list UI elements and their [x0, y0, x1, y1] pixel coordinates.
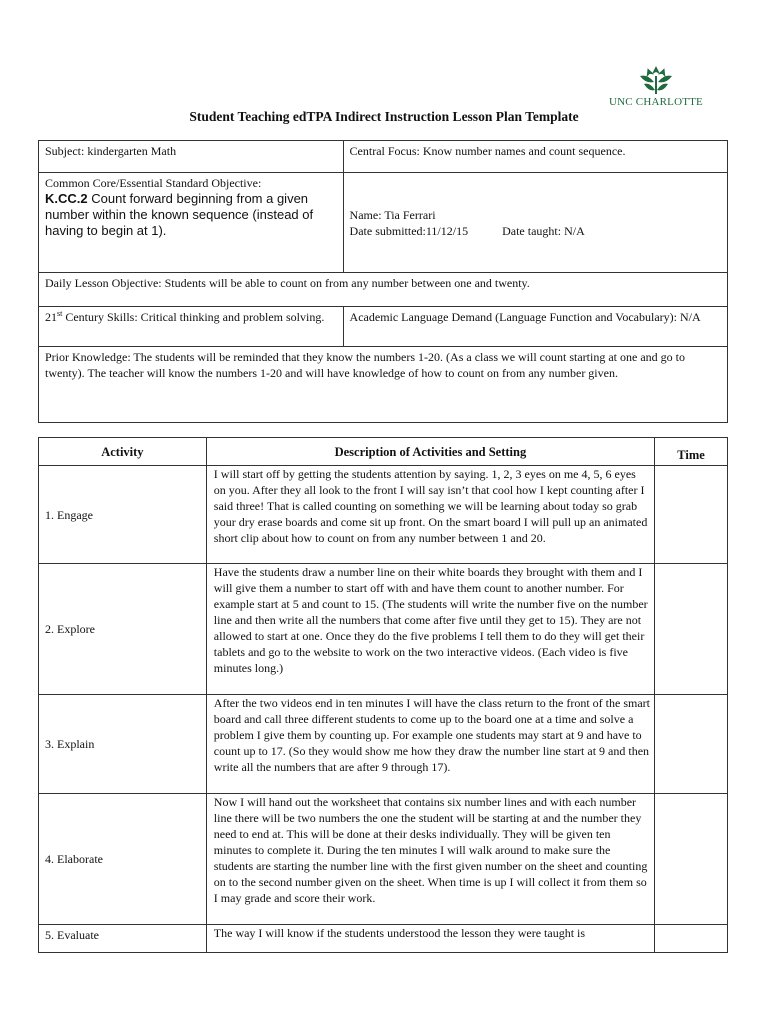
description-evaluate: The way I will know if the students understood the lesson they were taught is — [206, 925, 654, 953]
prior-knowledge-row — [39, 347, 728, 423]
time-explore — [655, 564, 728, 695]
table-row — [39, 925, 728, 953]
objective-text — [45, 191, 337, 239]
time-evaluate — [655, 925, 728, 953]
activity-evaluate: 5. Evaluate — [39, 925, 207, 953]
description-explain: After the two videos end in ten minutes I will have the class return to the front of the smart board and call three different students to come up to the board one at a time and solve a problem I give them by counting up. For example one students may start at 9 and have to count up to 17. (So they would show me how they draw the number line start at 9 and then write all the numbers that are after 9 through 17). — [206, 695, 654, 794]
time-explain — [655, 695, 728, 794]
activity-explain: 3. Explain — [39, 695, 207, 794]
crown-logo-icon — [604, 62, 708, 96]
skills-text: Century Skills: Critical thinking and problem solving. — [62, 310, 325, 324]
dates-line — [350, 223, 721, 239]
table-row — [39, 564, 728, 695]
table-row — [39, 794, 728, 925]
description-engage: I will start off by getting the students attention by saying. 1, 2, 3 eyes on me 4, 5, 6 eyes on you. After they all look to the front I will say isn’t that cool how I kept counting after I said three! That is called counting on something we will be learning about today so grab your dry erase boards and come sit up front. On the smart board I will pull up an animated short clip about how to count on from any number between 1 and 20. — [206, 466, 654, 564]
activity-engage: 1. Engage — [39, 466, 207, 564]
table-row — [39, 466, 728, 564]
date-taught: Date taught: N/A — [502, 223, 585, 238]
objective-code: K.CC.2 — [45, 191, 88, 206]
activity-elaborate: 4. Elaborate — [39, 794, 207, 925]
date-submitted: Date submitted:11/12/15 — [349, 223, 469, 238]
logo-wordmark: UNC CHARLOTTE — [609, 96, 703, 108]
table-row — [39, 695, 728, 794]
daily-objective-cell: Daily Lesson Objective: Students will be able to count on from any number between one and twenty. — [39, 273, 728, 307]
skills-row — [39, 307, 728, 347]
lesson-info-table — [38, 140, 728, 423]
daily-objective-row — [39, 273, 728, 307]
unc-charlotte-logo — [604, 62, 708, 112]
activities-header-row — [39, 438, 728, 466]
header-description: Description of Activities and Setting — [206, 438, 654, 466]
objective-label: Common Core/Essential Standard Objective: — [45, 176, 262, 190]
teacher-info-cell — [343, 173, 727, 273]
time-elaborate — [655, 794, 728, 925]
prior-knowledge-cell: Prior Knowledge: The students will be reminded that they know the numbers 1-20. (As a class we will count starting at one and go to twenty). The teacher will know the numbers 1-20 and will have knowledge of how to count on from any number given. — [39, 347, 728, 423]
header-activity: Activity — [39, 438, 207, 466]
activities-table — [38, 437, 728, 953]
objective-description: Count forward beginning from a given number within the known sequence (instead of having to begin at 1). — [45, 191, 314, 238]
century-skills-cell — [39, 307, 344, 347]
description-explore: Have the students draw a number line on their white boards they brought with them and I will give them a number to start off with and have them count to another number. For example start at 5 and count to 15. (The students will write the number five on the number line and then write all the numbers that come after five until they get to 15). They are not allowed to start at one. Once they do the five problems I tell them to do they will get their tablets and go to the website to work on the two interactive videos. (Each video is five minutes long.) — [206, 564, 654, 695]
skills-superscript: st — [57, 309, 63, 318]
page-title: Student Teaching edTPA Indirect Instruction Lesson Plan Template — [189, 109, 579, 124]
central-focus-cell: Central Focus: Know number names and count sequence. — [343, 141, 727, 173]
subject-cell: Subject: kindergarten Math — [39, 141, 344, 173]
subject-row — [39, 141, 728, 173]
objective-row — [39, 173, 728, 273]
standard-objective-cell — [39, 173, 344, 273]
skills-prefix: 21 — [45, 310, 57, 324]
academic-language-cell: Academic Language Demand (Language Function and Vocabulary): N/A — [343, 307, 727, 347]
description-elaborate: Now I will hand out the worksheet that contains six number lines and with each number line there will be two numbers the one the student will be starting at and the number they need to end at. This will be done at their desks individually. They will be given ten minutes to complete it. During the ten minutes I will walk around to make sure the students are starting the number line with the first given number on the sheet and counting on to the second number given on the sheet. When time is up I will collect it from them so I may grade and score their work. — [206, 794, 654, 925]
activity-explore: 2. Explore — [39, 564, 207, 695]
time-engage — [655, 466, 728, 564]
teacher-name: Name: Tia Ferrari — [349, 207, 436, 222]
header-time: Time — [655, 438, 728, 466]
